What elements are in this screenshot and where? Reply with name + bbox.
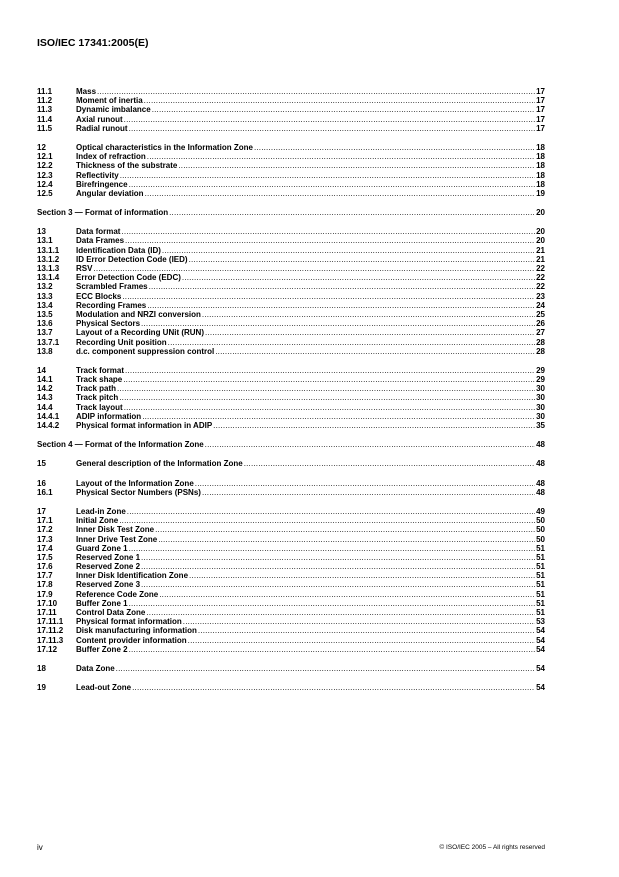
- dot-leader: [147, 152, 535, 161]
- dot-leader: [146, 608, 535, 617]
- toc-entry-number: 13.8: [37, 346, 53, 356]
- toc-entry-number: 19: [37, 683, 46, 693]
- toc-entry[interactable]: [37, 571, 545, 580]
- toc-entry-title: Guard Zone 1: [76, 543, 128, 553]
- toc-entry[interactable]: [37, 683, 545, 692]
- dot-leader: [215, 347, 535, 356]
- toc-entry[interactable]: [37, 645, 545, 654]
- toc-entry-number: 15: [37, 459, 46, 469]
- dot-leader: [198, 626, 535, 635]
- dot-leader: [183, 617, 535, 626]
- toc-entry-number: 17.11.2: [37, 626, 64, 636]
- toc-entry[interactable]: [37, 412, 545, 421]
- toc-entry-number: 14.4.2: [37, 421, 60, 430]
- toc-entry-number: 13.4: [37, 300, 53, 310]
- toc-entry-number: 14.2: [37, 384, 53, 394]
- toc-entry[interactable]: [37, 608, 545, 617]
- toc-entry-title: ECC Blocks: [76, 291, 122, 301]
- document-header: ISO/IEC 17341:2005(E): [37, 37, 149, 49]
- toc-entry-title: Physical format information: [76, 617, 182, 627]
- toc-entry-title: Track format: [76, 365, 125, 375]
- toc-entry-number: 13.1.2: [37, 254, 60, 264]
- toc-entry[interactable]: [37, 393, 545, 402]
- toc-entry-number: 13.1.4: [37, 273, 60, 283]
- toc-entry[interactable]: [37, 264, 545, 273]
- toc-entry-page: 48: [536, 487, 545, 497]
- dot-leader: [124, 403, 535, 412]
- toc-entry-title: Buffer Zone 1: [76, 598, 128, 608]
- toc-entry[interactable]: [37, 535, 545, 544]
- toc-entry-title: Recording Unit position: [76, 337, 167, 347]
- toc-entry-title: Radial runout: [76, 123, 128, 133]
- dot-leader: [129, 544, 536, 553]
- dot-leader: [141, 319, 535, 328]
- toc-entry[interactable]: [37, 105, 545, 114]
- toc-entry[interactable]: [37, 282, 545, 291]
- toc-entry[interactable]: [37, 143, 545, 152]
- dot-leader: [244, 459, 535, 468]
- toc-entry-number: 13.7.1: [37, 337, 60, 347]
- toc-entry-page: 51: [536, 562, 545, 572]
- dot-leader: [127, 507, 535, 516]
- dot-leader: [189, 571, 535, 580]
- dot-leader: [142, 412, 535, 421]
- toc-entry-number: 17.9: [37, 589, 53, 599]
- toc-entry-title: Data Zone: [76, 663, 115, 673]
- toc-entry-page: 17: [536, 96, 545, 106]
- toc-entry[interactable]: [37, 96, 545, 105]
- toc-entry-number: 13.3: [37, 291, 53, 301]
- toc-entry-title: Dynamic imbalance: [76, 105, 151, 115]
- toc-entry-number: 12.1: [37, 152, 53, 162]
- dot-leader: [119, 393, 535, 402]
- toc-entry-number: 11.2: [37, 96, 53, 106]
- toc-entry-number: 18: [37, 663, 46, 673]
- dot-leader: [147, 301, 535, 310]
- toc-entry-title: Data Frames: [76, 236, 125, 246]
- dot-leader: [159, 590, 535, 599]
- toc-entry[interactable]: [37, 152, 545, 161]
- toc-entry-title: Lead-in Zone: [76, 506, 126, 516]
- toc-entry[interactable]: [37, 338, 545, 347]
- toc-entry-page: 26: [536, 319, 545, 329]
- toc-entry-page: 54: [536, 683, 545, 693]
- toc-entry[interactable]: [37, 301, 545, 310]
- toc-entry-page: 54: [536, 626, 545, 636]
- toc-entry-page: 48: [536, 478, 545, 488]
- toc-entry-page: 18: [536, 170, 545, 180]
- toc-entry-number: 13.1.1: [37, 245, 60, 255]
- toc-entry-title: Scrambled Frames: [76, 282, 148, 292]
- toc-entry-title: Layout of the Information Zone: [76, 478, 194, 488]
- toc-entry-page: 17: [536, 105, 545, 115]
- toc-entry-number: 14.4: [37, 402, 53, 412]
- toc-entry-number: 17.2: [37, 525, 53, 535]
- toc-entry-page: 18: [536, 179, 545, 189]
- toc-entry-title: Initial Zone: [76, 516, 119, 526]
- toc-entry-number: 17.4: [37, 543, 53, 553]
- toc-entry[interactable]: [37, 488, 545, 497]
- toc-entry-number: 12.3: [37, 170, 53, 180]
- toc-entry-number: 14.4.1: [37, 411, 60, 421]
- dot-leader: [155, 525, 535, 534]
- toc-entry-title: Reflectivity: [76, 170, 119, 180]
- dot-leader: [141, 553, 535, 562]
- toc-entry[interactable]: [37, 310, 545, 319]
- toc-entry-page: 50: [536, 534, 545, 544]
- dot-leader: [202, 310, 535, 319]
- toc-entry-page: 29: [536, 375, 545, 385]
- dot-leader: [152, 105, 535, 114]
- toc-entry[interactable]: [37, 626, 545, 635]
- dot-leader: [169, 208, 535, 217]
- toc-entry-number: 17.5: [37, 552, 53, 562]
- dot-leader: [97, 87, 535, 96]
- toc-entry-title: Identification Data (ID): [76, 245, 161, 255]
- toc-entry-title: Physical Sector Numbers (PSNs): [76, 487, 201, 497]
- toc-entry-page: 30: [536, 384, 545, 394]
- toc-section-heading[interactable]: [37, 208, 545, 217]
- toc-entry-page: 20: [536, 208, 545, 218]
- toc-entry-page: 28: [536, 346, 545, 356]
- toc-entry-title: Inner Drive Test Zone: [76, 534, 158, 544]
- toc-entry[interactable]: [37, 161, 545, 170]
- toc-entry-number: 14: [37, 365, 46, 375]
- toc-entry-title: Physical Sectors: [76, 319, 141, 329]
- toc-entry[interactable]: [37, 292, 545, 301]
- toc-entry-number: 12: [37, 142, 46, 152]
- dot-leader: [205, 440, 535, 449]
- dot-leader: [132, 683, 535, 692]
- toc-entry[interactable]: [37, 236, 545, 245]
- toc-entry-title: Data format: [76, 227, 121, 237]
- dot-leader: [202, 488, 535, 497]
- toc-entry-number: 17.11: [37, 608, 57, 617]
- toc-entry-title: Control Data Zone: [76, 608, 146, 617]
- toc-entry-title: Section 3 — Format of information: [37, 208, 169, 218]
- toc-entry-number: 13: [37, 227, 46, 237]
- toc-entry-number: 17.3: [37, 534, 53, 544]
- dot-leader: [145, 189, 536, 198]
- toc-entry-page: 27: [536, 328, 545, 338]
- dot-leader: [125, 366, 535, 375]
- toc-entry-page: 22: [536, 264, 545, 273]
- dot-leader: [123, 375, 535, 384]
- toc-entry-number: 13.1.3: [37, 264, 60, 273]
- toc-entry-page: 18: [536, 161, 545, 171]
- toc-entry[interactable]: [37, 553, 545, 562]
- dot-leader: [141, 580, 535, 589]
- toc-entry-title: Axial runout: [76, 114, 123, 124]
- toc-entry[interactable]: [37, 421, 545, 430]
- dot-leader: [188, 636, 535, 645]
- toc-entry-page: 51: [536, 580, 545, 590]
- toc-entry[interactable]: [37, 636, 545, 645]
- toc-entry-title: Modulation and NRZI conversion: [76, 309, 201, 319]
- dot-leader: [116, 664, 535, 673]
- toc-entry[interactable]: [37, 384, 545, 393]
- dot-leader: [189, 255, 536, 264]
- toc-entry-number: 16.1: [37, 487, 53, 497]
- toc-entry-title: Thickness of the substrate: [76, 161, 178, 171]
- toc-entry-title: Track layout: [76, 402, 123, 412]
- toc-entry-number: 17: [37, 506, 46, 516]
- toc-entry-title: Inner Disk Identification Zone: [76, 571, 189, 581]
- dot-leader: [129, 645, 536, 654]
- toc-entry-page: 53: [536, 617, 545, 627]
- toc-entry-title: Track path: [76, 384, 117, 394]
- dot-leader: [122, 292, 535, 301]
- toc-entry-number: 17.11.1: [37, 617, 64, 627]
- toc-entry-title: Inner Disk Test Zone: [76, 525, 155, 535]
- toc-entry-number: 11.5: [37, 123, 53, 133]
- toc-entry-page: 22: [536, 282, 545, 292]
- toc-entry-page: 18: [536, 152, 545, 162]
- toc-entry-title: Recording Frames: [76, 300, 147, 310]
- toc-entry-page: 17: [536, 114, 545, 124]
- toc-entry-page: 51: [536, 571, 545, 581]
- toc-entry[interactable]: [37, 664, 545, 673]
- dot-leader: [168, 338, 535, 347]
- toc-entry-title: Mass: [76, 87, 97, 96]
- toc-entry-page: 20: [536, 227, 545, 237]
- toc-entry-number: 17.6: [37, 562, 53, 572]
- dot-leader: [213, 421, 535, 430]
- toc-entry-page: 51: [536, 589, 545, 599]
- toc-entry-page: 48: [536, 459, 545, 469]
- toc-entry[interactable]: [37, 459, 545, 468]
- toc-entry-number: 17.7: [37, 571, 53, 581]
- toc-entry[interactable]: [37, 171, 545, 180]
- toc-entry[interactable]: [37, 180, 545, 189]
- toc-entry[interactable]: [37, 319, 545, 328]
- dot-leader: [117, 384, 535, 393]
- dot-leader: [178, 161, 535, 170]
- dot-leader: [195, 479, 535, 488]
- dot-leader: [124, 115, 535, 124]
- toc-entry[interactable]: [37, 617, 545, 626]
- toc-entry-title: Reference Code Zone: [76, 589, 159, 599]
- toc-entry-title: Optical characteristics in the Information Zone: [76, 142, 253, 152]
- toc-entry-title: Physical format information in ADIP: [76, 421, 213, 430]
- toc-entry-title: RSV: [76, 264, 93, 273]
- toc-section-heading[interactable]: [37, 440, 545, 449]
- toc-entry-title: Section 4 — Format of the Information Zone: [37, 440, 204, 450]
- dot-leader: [141, 562, 535, 571]
- dot-leader: [129, 599, 536, 608]
- toc-entry-number: 17.1: [37, 516, 53, 526]
- toc-entry-page: 51: [536, 608, 545, 617]
- dot-leader: [119, 516, 535, 525]
- toc-entry[interactable]: [37, 375, 545, 384]
- toc-entry-page: 50: [536, 516, 545, 526]
- toc-entry-title: Lead-out Zone: [76, 683, 132, 693]
- dot-leader: [162, 246, 535, 255]
- toc-entry[interactable]: [37, 507, 545, 516]
- toc-entry[interactable]: [37, 590, 545, 599]
- toc-entry[interactable]: [37, 525, 545, 534]
- toc-entry-page: 20: [536, 236, 545, 246]
- toc-entry-title: Birefringence: [76, 179, 128, 189]
- toc-entry-title: Error Detection Code (EDC): [76, 273, 181, 283]
- toc-entry[interactable]: [37, 562, 545, 571]
- toc-entry-number: 17.12: [37, 644, 58, 654]
- toc-entry-page: 23: [536, 291, 545, 301]
- toc-entry-page: 51: [536, 598, 545, 608]
- toc-entry-page: 17: [536, 123, 545, 133]
- page-number: iv: [37, 843, 43, 852]
- toc-entry-page: 19: [536, 188, 545, 198]
- toc-entry-title: d.c. component suppression control: [76, 346, 215, 356]
- toc-entry-title: Index of refraction: [76, 152, 146, 162]
- toc-entry-title: Reserved Zone 2: [76, 562, 141, 572]
- toc-entry-title: Disk manufacturing information: [76, 626, 197, 636]
- toc-entry-page: 22: [536, 273, 545, 283]
- toc-entry[interactable]: [37, 255, 545, 264]
- toc-entry-number: 13.2: [37, 282, 53, 292]
- toc-entry-title: Layout of a Recording UNit (RUN): [76, 328, 204, 338]
- toc-entry[interactable]: [37, 273, 545, 282]
- dot-leader: [121, 227, 535, 236]
- toc-entry-page: 35: [536, 421, 545, 430]
- toc-entry-title: General description of the Information Zone: [76, 459, 243, 469]
- toc-entry-page: 50: [536, 525, 545, 535]
- toc-entry-title: Angular deviation: [76, 188, 144, 198]
- toc-entry-page: 30: [536, 393, 545, 403]
- toc-entry-page: 21: [536, 245, 545, 255]
- toc-entry[interactable]: [37, 227, 545, 236]
- toc-entry-page: 54: [536, 635, 545, 645]
- toc-entry-page: 54: [536, 663, 545, 673]
- toc-entry-title: Reserved Zone 1: [76, 552, 141, 562]
- toc-entry-number: 17.8: [37, 580, 53, 590]
- toc-entry[interactable]: [37, 403, 545, 412]
- toc-entry-number: 16: [37, 478, 46, 488]
- toc-entry-page: 25: [536, 309, 545, 319]
- dot-leader: [93, 264, 535, 273]
- toc-entry-number: 13.5: [37, 309, 53, 319]
- toc-entry[interactable]: [37, 544, 545, 553]
- toc-entry-page: 28: [536, 337, 545, 347]
- dot-leader: [129, 124, 536, 133]
- toc-entry[interactable]: [37, 479, 545, 488]
- toc-entry-title: Track pitch: [76, 393, 119, 403]
- toc-entry-title: Reserved Zone 3: [76, 580, 141, 590]
- dot-leader: [144, 96, 535, 105]
- dot-leader: [158, 535, 535, 544]
- dot-leader: [120, 171, 535, 180]
- dot-leader: [129, 180, 536, 189]
- toc-entry-number: 14.3: [37, 393, 53, 403]
- toc-entry-title: ID Error Detection Code (IED): [76, 254, 188, 264]
- toc-entry-page: 18: [536, 142, 545, 152]
- toc-entry-number: 13.7: [37, 328, 53, 338]
- toc-entry-page: 17: [536, 87, 545, 96]
- toc-entry[interactable]: [37, 124, 545, 133]
- toc-entry[interactable]: [37, 115, 545, 124]
- table-of-contents: [37, 87, 545, 692]
- toc-entry-number: 11.4: [37, 114, 53, 124]
- toc-entry-page: 54: [536, 644, 545, 654]
- toc-entry[interactable]: [37, 87, 545, 96]
- toc-entry-number: 12.5: [37, 188, 53, 198]
- toc-entry-page: 30: [536, 411, 545, 421]
- toc-entry-page: 48: [536, 440, 545, 450]
- toc-entry[interactable]: [37, 246, 545, 255]
- toc-entry-page: 29: [536, 365, 545, 375]
- toc-entry-page: 24: [536, 300, 545, 310]
- toc-entry-page: 21: [536, 254, 545, 264]
- toc-entry-title: Moment of inertia: [76, 96, 143, 106]
- toc-entry-title: ADIP information: [76, 411, 142, 421]
- toc-entry-page: 30: [536, 402, 545, 412]
- toc-entry-number: 12.4: [37, 179, 53, 189]
- toc-entry-number: 13.6: [37, 319, 53, 329]
- copyright-notice: © ISO/IEC 2005 – All rights reserved: [439, 844, 545, 851]
- toc-entry-number: 12.2: [37, 161, 53, 171]
- toc-entry[interactable]: [37, 328, 545, 337]
- toc-entry-number: 11.1: [37, 87, 53, 96]
- toc-entry-number: 11.3: [37, 105, 53, 115]
- toc-entry-number: 17.11.3: [37, 635, 64, 645]
- toc-entry-title: Buffer Zone 2: [76, 644, 128, 654]
- dot-leader: [149, 282, 536, 291]
- toc-entry[interactable]: [37, 599, 545, 608]
- dot-leader: [205, 328, 535, 337]
- toc-entry-number: 17.10: [37, 598, 58, 608]
- toc-entry-number: 14.1: [37, 375, 53, 385]
- dot-leader: [254, 143, 535, 152]
- toc-entry-page: 51: [536, 543, 545, 553]
- toc-entry-title: Content provider information: [76, 635, 187, 645]
- toc-entry[interactable]: [37, 366, 545, 375]
- toc-entry[interactable]: [37, 189, 545, 198]
- toc-entry[interactable]: [37, 516, 545, 525]
- toc-entry[interactable]: [37, 580, 545, 589]
- toc-entry-number: 13.1: [37, 236, 53, 246]
- toc-entry-page: 51: [536, 552, 545, 562]
- toc-entry-title: Track shape: [76, 375, 123, 385]
- dot-leader: [125, 236, 535, 245]
- toc-entry-page: 49: [536, 506, 545, 516]
- dot-leader: [182, 273, 535, 282]
- toc-entry[interactable]: [37, 347, 545, 356]
